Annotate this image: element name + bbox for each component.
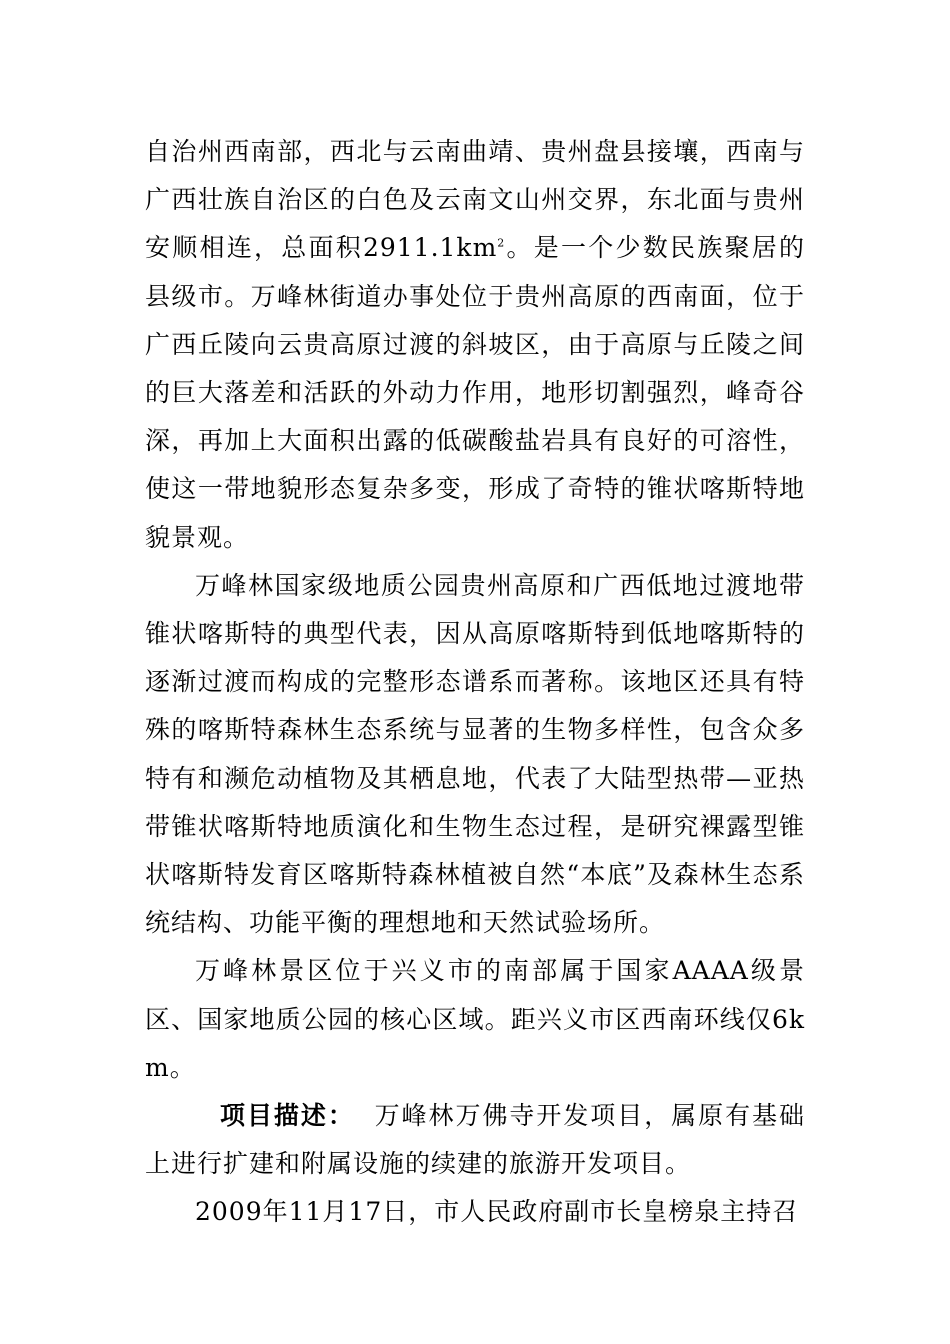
document-body [145,128,805,1237]
paragraph-geopark: 万峰林国家级地质公园贵州高原和广西低地过渡地带锥状喀斯特的典型代表，因从高原喀斯特到低地喀斯特的逐渐过渡而构成的完整形态谱系而著称。该地区还具有特殊的喀斯特森林生态系统与显著的生物多样性，包含众多特有和濒危动植物及其栖息地，代表了大陆型热带—亚热带锥状喀斯特地质演化和生物生态过程，是研究裸露型锥状喀斯特发育区喀斯特森林植被自然“本底”及森林生态系统结构、功能平衡的理想地和天然试验场所。 [145,570,805,938]
paragraph-scenic-area: 万峰林景区位于兴义市的南部属于国家AAAA级景区、国家地质公园的核心区域。距兴义市区西南环线仅6km。 [145,956,805,1082]
area-unit-superscript: 2 [497,237,506,251]
project-description-text: 万峰林万佛寺开发项目，属原有基础上进行扩建和附属设施的续建的旅游开发项目。 [145,1101,805,1179]
project-description-label: 项目描述： [220,1101,355,1131]
paragraph-project-description [145,1092,805,1188]
paragraph-meeting: 2009年11月17日，市人民政府副市长皇榜泉主持召 [195,1197,799,1227]
paragraph-location-text-a: 自治州西南部，西北与云南曲靖、贵州盘县接壤，西南与广西壮族自治区的白色及云南文山州交界，东北面与贵州安顺相连，总面积2911.1km [145,137,805,263]
paragraph-location [145,128,805,562]
paragraph-location-text-b: 。是一个少数民族聚居的县级市。万峰林街道办事处位于贵州高原的西南面，位于广西丘陵向云贵高原过渡的斜坡区，由于高原与丘陵之间的巨大落差和活跃的外动力作用，地形切割强烈，峰奇谷深，再加上大面积出露的低碳酸盐岩具有良好的可溶性，使这一带地貌形态复杂多变，形成了奇特的锥状喀斯特地貌景观。 [145,233,805,552]
